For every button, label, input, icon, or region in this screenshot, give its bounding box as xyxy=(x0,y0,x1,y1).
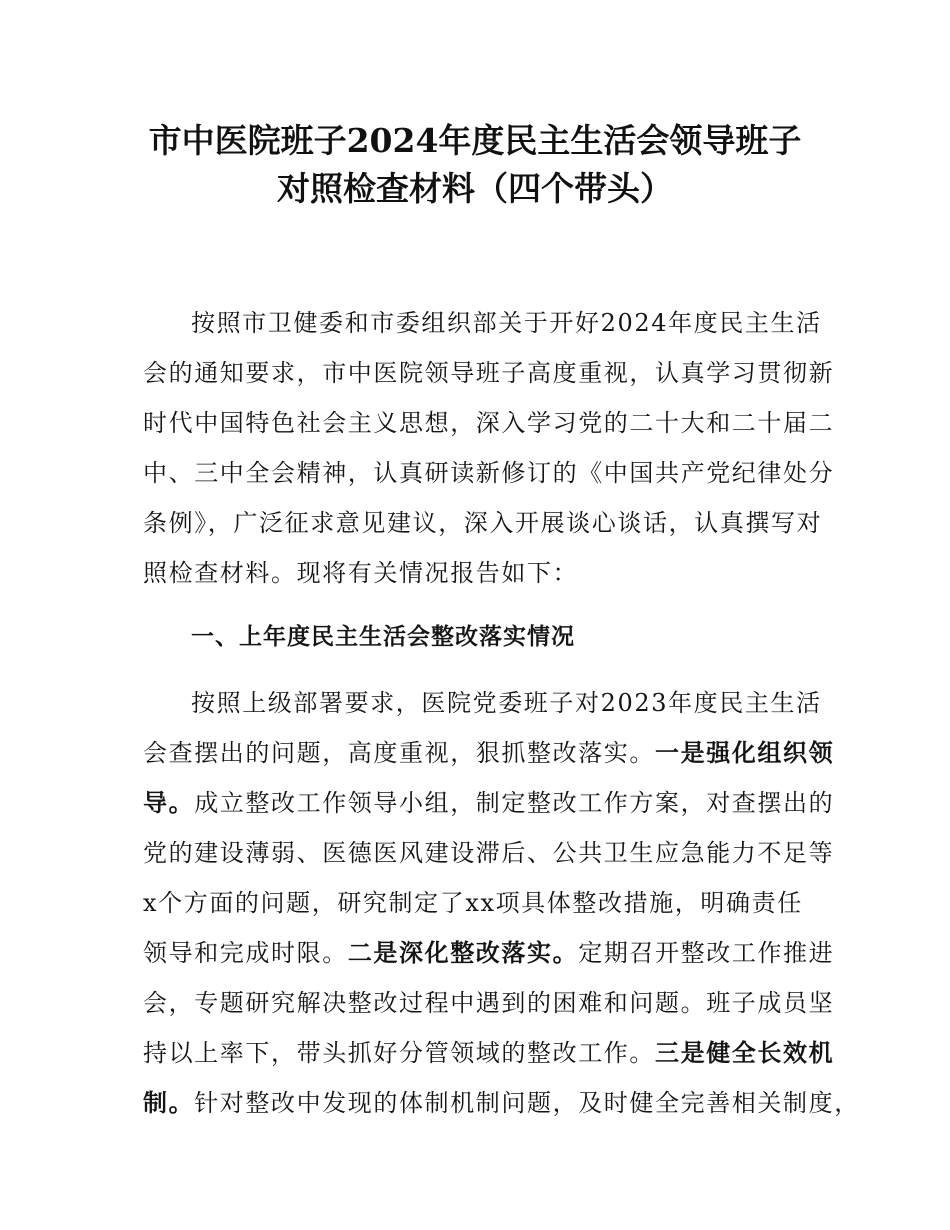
paragraph-text: 针对整改中发现的体制机制问题，及时健全完善相关制度， xyxy=(194,1089,860,1117)
intro-line: 照检查材料。现将有关情况报告如下： xyxy=(143,559,579,587)
bold-lead-phrase: 二是深化整改落实。 xyxy=(347,939,579,967)
document-title-line-2: 对照检查材料（四个带头） xyxy=(277,169,673,208)
paragraph-text: 持以上率下，带头抓好分管领域的整改工作。 xyxy=(143,1039,655,1067)
section-heading: 一、上年度民主生活会整改落实情况 xyxy=(191,624,575,650)
bold-lead-phrase: 导。 xyxy=(143,789,195,817)
paragraph-text: 成立整改工作领导小组，制定整改工作方案，对查摆出的 xyxy=(194,789,835,817)
paragraph-line: 党的建设薄弱、医德医风建设滞后、公共卫生应急能力不足等 xyxy=(143,839,835,867)
paragraph-line xyxy=(143,1083,860,1123)
paragraph-line xyxy=(143,1033,835,1073)
paragraph-line xyxy=(143,733,835,773)
paragraph-line: 会，专题研究解决整改过程中遇到的困难和问题。班子成员坚 xyxy=(143,989,835,1017)
bold-lead-phrase: 一是强化组织领 xyxy=(655,739,835,767)
intro-line: 条例》，广泛征求意见建议，深入开展谈心谈话，认真撰写对 xyxy=(143,509,823,537)
paragraph-text: 领导和完成时限。 xyxy=(143,939,348,967)
paragraph-line: x个方面的问题，研究制定了xx项具体整改措施，明确责任 xyxy=(143,889,803,917)
intro-line: 中、三中全会精神，认真研读新修订的《中国共产党纪律处分 xyxy=(143,459,835,487)
bold-lead-phrase: 制。 xyxy=(143,1089,195,1117)
document-title-line-1: 市中医院班子2024年度民主生活会领导班子 xyxy=(148,121,802,160)
intro-line: 时代中国特色社会主义思想，深入学习党的二十大和二十届二 xyxy=(143,409,835,437)
bold-lead-phrase: 三是健全长效机 xyxy=(655,1039,835,1067)
intro-line: 按照市卫健委和市委组织部关于开好2024年度民主生活 xyxy=(191,309,822,337)
paragraph-text: 定期召开整改工作推进 xyxy=(578,939,835,967)
intro-line: 会的通知要求，市中医院领导班子高度重视，认真学习贯彻新 xyxy=(143,359,835,387)
paragraph-line: 按照上级部署要求，医院党委班子对2023年度民主生活 xyxy=(191,689,822,717)
paragraph-line xyxy=(143,783,835,823)
paragraph-text: 会查摆出的问题，高度重视，狠抓整改落实。 xyxy=(143,739,655,767)
paragraph-line xyxy=(143,933,835,973)
